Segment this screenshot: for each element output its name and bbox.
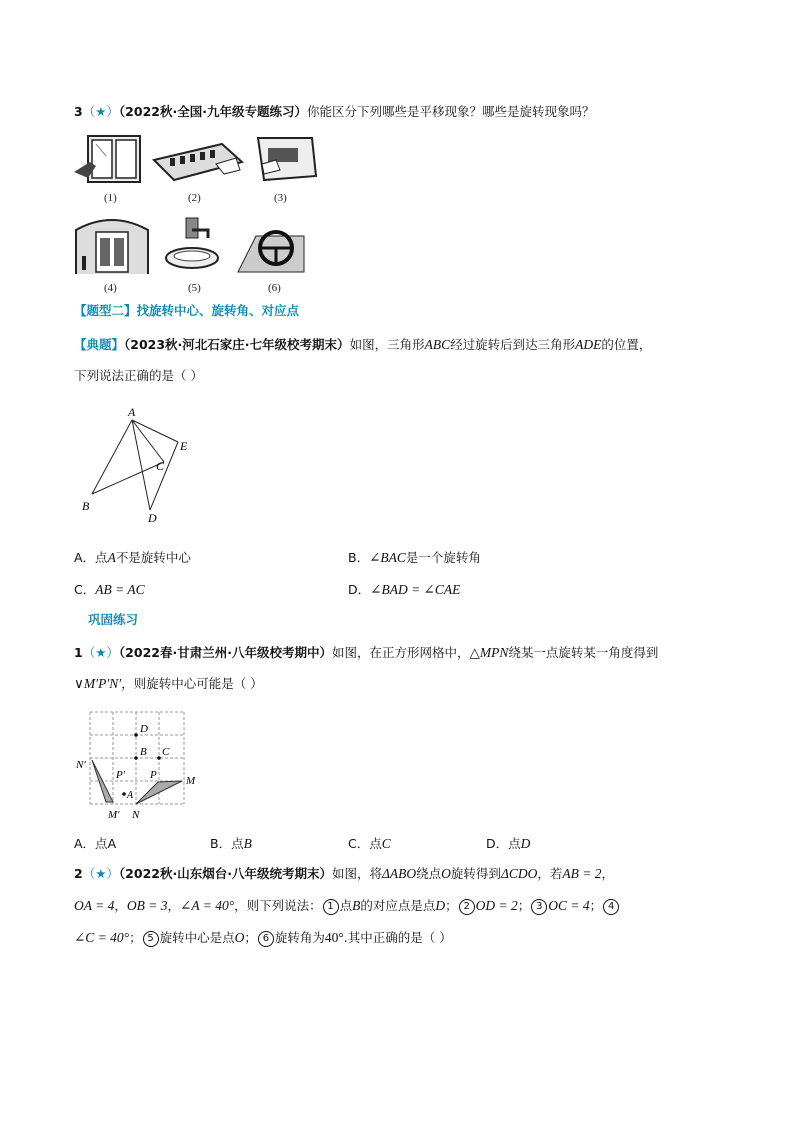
p2-text: .其中正确的是（ ） (343, 930, 452, 945)
p2-math: OA = 4 (74, 898, 115, 913)
practice-title: 巩固练习 (88, 612, 139, 627)
triangle-mpn-prime: ∨M′P′N′ (74, 676, 122, 691)
example-text: 的位置， (601, 337, 652, 352)
grid-label-m-prime: M′ (108, 809, 120, 821)
p1-text: 如图，在正方形网格中， (331, 645, 470, 660)
option-var: A (107, 836, 117, 851)
p2-text: 旋转角为 (274, 930, 325, 945)
q3-text: 你能区分下列哪些是平移现象？哪些是旋转现象吗？ (306, 104, 595, 119)
option-label: D． (348, 582, 371, 597)
option-var: D (520, 836, 531, 851)
p2-math: O (441, 866, 451, 881)
example-stem-line1 (74, 337, 651, 353)
label-a: A (128, 405, 136, 419)
grid-label-c: C (162, 746, 170, 758)
p2-math: D (435, 898, 446, 913)
faucet-picture (162, 216, 222, 276)
p2-text: 旋转得到 (450, 866, 501, 881)
example-stem-line2: 下列说法正确的是（ ） (74, 368, 203, 383)
grid-label-n-prime: N′ (76, 759, 86, 771)
option-label: B． (348, 550, 370, 565)
p2-math: ΔABO (381, 866, 417, 881)
option-text: 是一个旋转角 (405, 550, 481, 565)
star-icon: （★） (82, 866, 119, 881)
circled-number-5: 5 (143, 931, 159, 947)
circled-number-3: 3 (531, 899, 547, 915)
p2-text: ， (167, 898, 181, 913)
option-math: A (107, 550, 116, 565)
caption-1: (1) (104, 192, 117, 204)
p2-math: OD = 2 (475, 898, 518, 913)
caption-2: (2) (188, 192, 201, 204)
option-math: AB = AC (95, 582, 145, 597)
example-source: （2023秋·河北石家庄·七年级校考期末） (124, 337, 350, 352)
label-b: B (82, 499, 90, 513)
p1-option-a[interactable] (74, 834, 116, 852)
p1-stem-line1 (74, 645, 658, 661)
p2-text: ； (244, 930, 257, 945)
p1-source: （2022春·甘肃兰州·八年级校考期中） (118, 645, 332, 660)
label-d: D (148, 511, 157, 525)
p1-option-d[interactable] (486, 834, 530, 852)
p2-math: OC = 4 (548, 898, 590, 913)
example-option-c[interactable] (74, 580, 145, 598)
caption-6: (6) (268, 282, 281, 294)
p2-text: ，若 (537, 866, 563, 881)
window-slide-picture (74, 134, 144, 186)
grid-label-a: A (127, 790, 134, 801)
p1-text: ，则旋转中心可能是（ ） (121, 676, 263, 691)
abacus-picture (152, 140, 244, 182)
label-e: E (180, 439, 188, 453)
option-label: A．点 (74, 836, 108, 851)
p1-option-c[interactable] (348, 834, 391, 852)
p2-text: 点 (339, 898, 353, 913)
steering-wheel-picture (236, 216, 306, 276)
label-c: C (156, 459, 165, 473)
example-text: 经过旋转后到达三角形 (450, 337, 576, 352)
caption-4: (4) (104, 282, 117, 294)
p2-text: ； (445, 898, 458, 913)
option-math: ∠BAD = ∠CAE (370, 582, 461, 597)
option-label: D．点 (486, 836, 521, 851)
rotation-triangle-figure (76, 402, 206, 528)
grid-label-n: N (132, 809, 140, 821)
door-picture (74, 216, 150, 276)
p2-text: 如图，将 (331, 866, 382, 881)
p2-text: 旋转中心是点 (159, 930, 235, 945)
example-tag: 【典题】 (74, 337, 125, 352)
option-label: C． (74, 582, 96, 597)
example-option-d[interactable] (348, 580, 460, 598)
p2-text: ， (114, 898, 127, 913)
p2-source: （2022秋·山东烟台·八年级统考期末） (118, 866, 332, 881)
grid-label-p: P (150, 769, 157, 781)
p2-text: ； (129, 930, 142, 945)
p2-text: 的对应点是点 (360, 898, 436, 913)
option-label: A．点 (74, 550, 108, 565)
p2-stem-line2 (74, 898, 620, 915)
grid-rotation-figure (74, 708, 204, 826)
p1-text: 绕某一点旋转某一角度得到 (508, 645, 659, 660)
star-icon: （★） (82, 104, 119, 119)
example-option-a[interactable] (74, 548, 191, 566)
q3-number: 3 (74, 104, 83, 119)
caption-3: (3) (274, 192, 287, 204)
p2-math: ∠C = 40° (74, 930, 130, 945)
option-var: B (243, 836, 252, 851)
section-title: 【题型二】找旋转中心、旋转角、对应点 (74, 303, 300, 318)
caption-5: (5) (188, 282, 201, 294)
p2-number: 2 (74, 866, 83, 881)
example-option-b[interactable] (348, 548, 481, 566)
option-var: C (381, 836, 391, 851)
option-math: ∠BAC (369, 550, 406, 565)
q3-source: （2022秋·全国·九年级专题练习） (118, 104, 307, 119)
p2-math: AB = 2 (562, 866, 602, 881)
triangle-ade: ADE (575, 337, 602, 352)
circled-number-2: 2 (459, 899, 475, 915)
example-text: 如图，三角形 (349, 337, 425, 352)
p2-stem-line1 (74, 866, 614, 882)
p2-text: 绕点 (416, 866, 442, 881)
triangle-mpn: △MPN (469, 645, 509, 660)
p2-math: OB = 3 (126, 898, 168, 913)
p2-text: ，则下列说法： (234, 898, 322, 913)
p2-text: ； (517, 898, 531, 913)
grid-label-b: B (140, 746, 147, 758)
option-label: C．点 (348, 836, 382, 851)
p2-math: ΔCDO (500, 866, 538, 881)
p1-stem-line2 (74, 676, 263, 692)
drawer-picture (256, 136, 318, 188)
p2-text: ； (589, 898, 603, 913)
triangle-abc: ABC (424, 337, 451, 352)
option-label: B．点 (210, 836, 244, 851)
q3-stem (74, 104, 594, 120)
grid-label-d: D (140, 723, 148, 735)
p2-stem-line3 (74, 930, 452, 947)
circled-number-1: 1 (323, 899, 339, 915)
p2-text: ， (601, 866, 615, 881)
circled-number-4: 4 (603, 899, 619, 915)
grid-label-p-prime: P′ (116, 769, 126, 781)
circled-number-6: 6 (258, 931, 274, 947)
option-text: 不是旋转中心 (115, 550, 191, 565)
star-icon: （★） (82, 645, 119, 660)
grid-label-m: M (186, 775, 196, 787)
p1-number: 1 (74, 645, 83, 660)
p2-math: ∠A = 40° (180, 898, 235, 913)
p1-option-b[interactable] (210, 834, 252, 852)
p2-math: 40° (324, 930, 344, 945)
p2-math: B (352, 898, 361, 913)
p2-math: O (234, 930, 245, 945)
